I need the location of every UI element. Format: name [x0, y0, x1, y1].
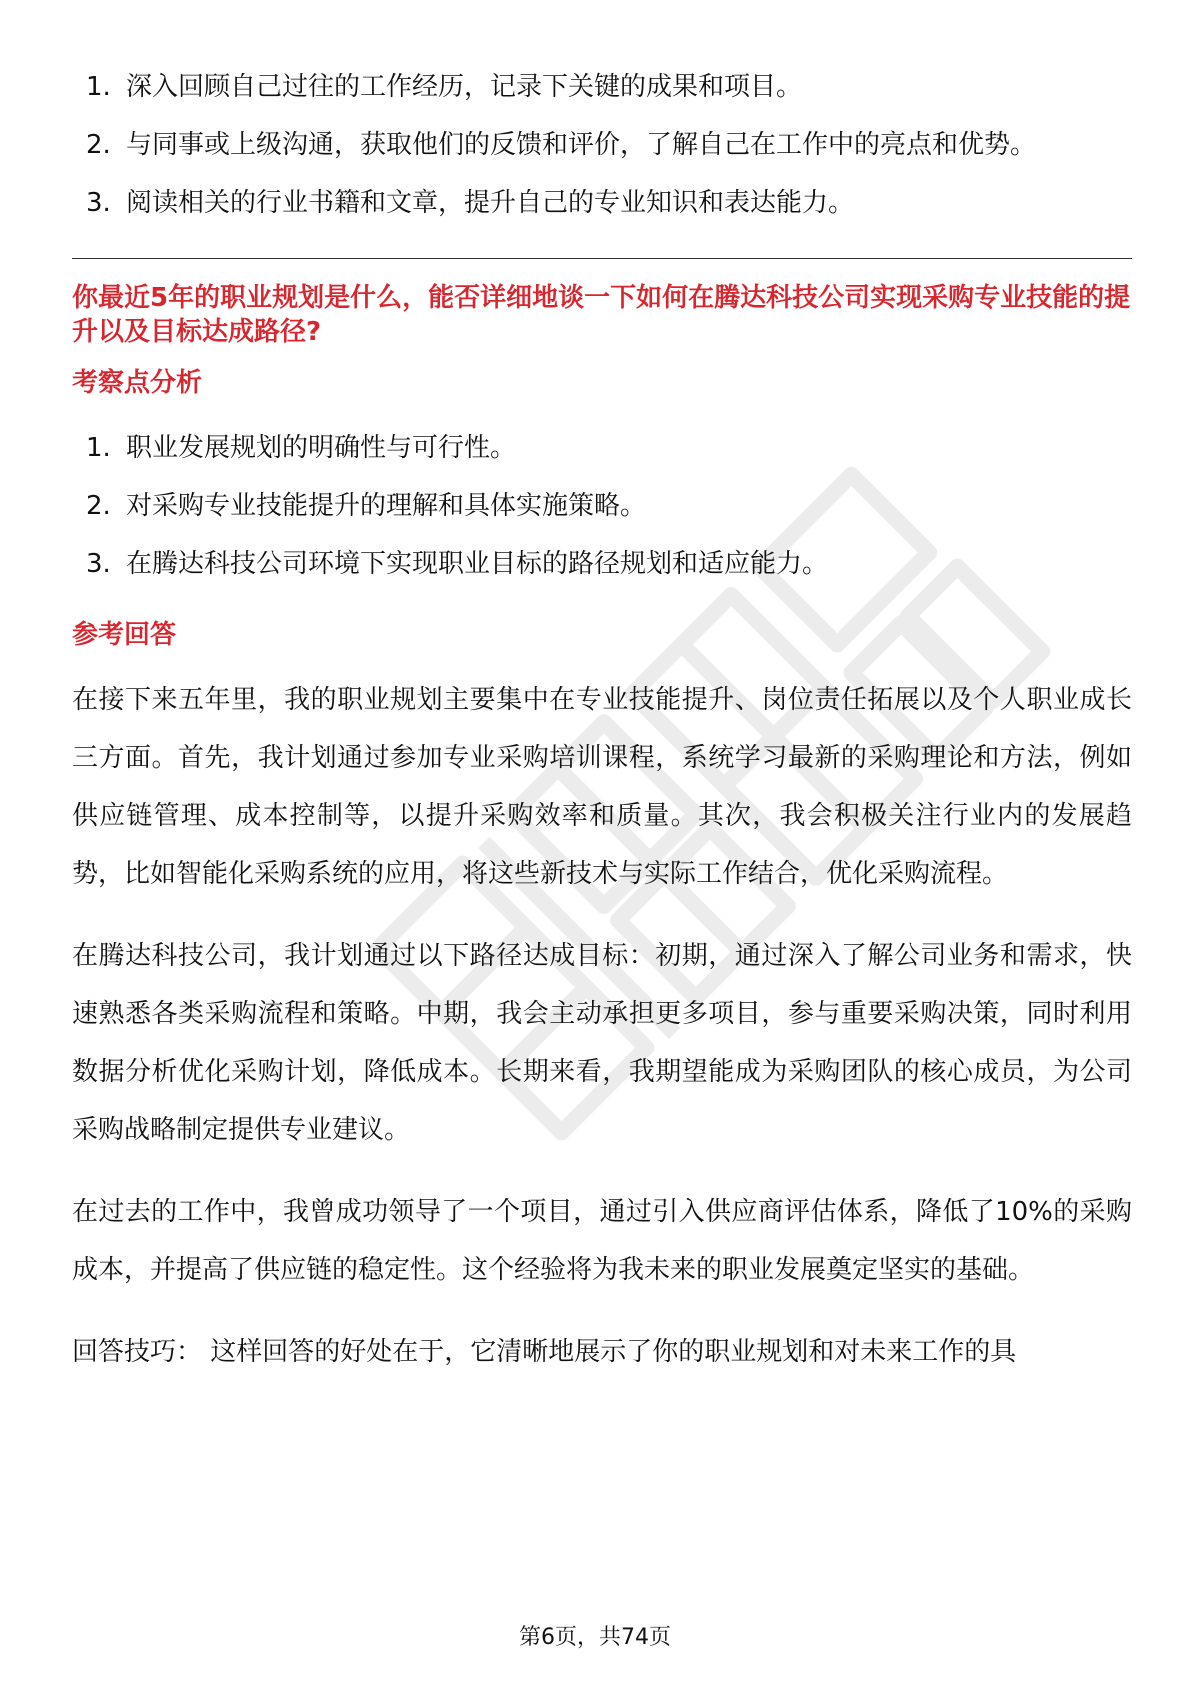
top-ordered-list	[72, 58, 1132, 232]
list-item: 2. 与同事或上级沟通，获取他们的反馈和评价，了解自己在工作中的亮点和优势。	[86, 130, 1037, 160]
answer-paragraph-1: 在接下来五年里，我的职业规划主要集中在专业技能提升、岗位责任拓展以及个人职业成长三方面。首先，我计划通过参加专业采购培训课程，系统学习最新的采购理论和方法，例如供应链管理、成本控制等，以提升采购效率和质量。其次，我会积极关注行业内的发展趋势，比如智能化采购系统的应用，将这些新技术与实际工作结合，优化采购流程。	[72, 685, 1132, 889]
list-item: 3. 阅读相关的行业书籍和文章，提升自己的专业知识和表达能力。	[86, 188, 855, 218]
answer-tips: 回答技巧： 这样回答的好处在于，它清晰地展示了你的职业规划和对未来工作的具	[72, 1337, 1017, 1367]
answer-paragraph-3: 在过去的工作中，我曾成功领导了一个项目，通过引入供应商评估体系，降低了10%的采购成本，并提高了供应链的稳定性。这个经验将为我未来的职业发展奠定坚实的基础。	[72, 1197, 1132, 1285]
list-item-text: 阅读相关的行业书籍和文章，提升自己的专业知识和表达能力。	[126, 188, 855, 218]
section-divider	[72, 258, 1132, 259]
list-item-text: 在腾达科技公司环境下实现职业目标的路径规划和适应能力。	[126, 549, 829, 579]
list-item-text: 对采购专业技能提升的理解和具体实施策略。	[126, 491, 647, 521]
list-item-text: 与同事或上级沟通，获取他们的反馈和评价，了解自己在工作中的亮点和优势。	[126, 130, 1037, 160]
list-item: 1. 深入回顾自己过往的工作经历，记录下关键的成果和项目。	[86, 72, 803, 102]
list-item: 2. 对采购专业技能提升的理解和具体实施策略。	[86, 491, 647, 521]
list-item-text: 职业发展规划的明确性与可行性。	[126, 433, 517, 463]
page-number-footer: 第6页，共74页	[519, 1625, 671, 1650]
list-item: 3. 在腾达科技公司环境下实现职业目标的路径规划和适应能力。	[86, 549, 829, 579]
interview-question: 你最近5年的职业规划是什么，能否详细地谈一下如何在腾达科技公司实现采购专业技能的提升以及目标达成路径?	[72, 283, 1131, 347]
list-item: 1. 职业发展规划的明确性与可行性。	[86, 433, 517, 463]
answer-heading: 参考回答	[72, 620, 177, 650]
analysis-heading: 考察点分析	[72, 368, 203, 398]
list-item-text: 深入回顾自己过往的工作经历，记录下关键的成果和项目。	[126, 72, 803, 102]
analysis-ordered-list	[72, 419, 1132, 593]
answer-paragraph-2: 在腾达科技公司，我计划通过以下路径达成目标：初期，通过深入了解公司业务和需求，快速熟悉各类采购流程和策略。中期，我会主动承担更多项目，参与重要采购决策，同时利用数据分析优化采购计划，降低成本。长期来看，我期望能成为采购团队的核心成员，为公司采购战略制定提供专业建议。	[72, 941, 1132, 1145]
